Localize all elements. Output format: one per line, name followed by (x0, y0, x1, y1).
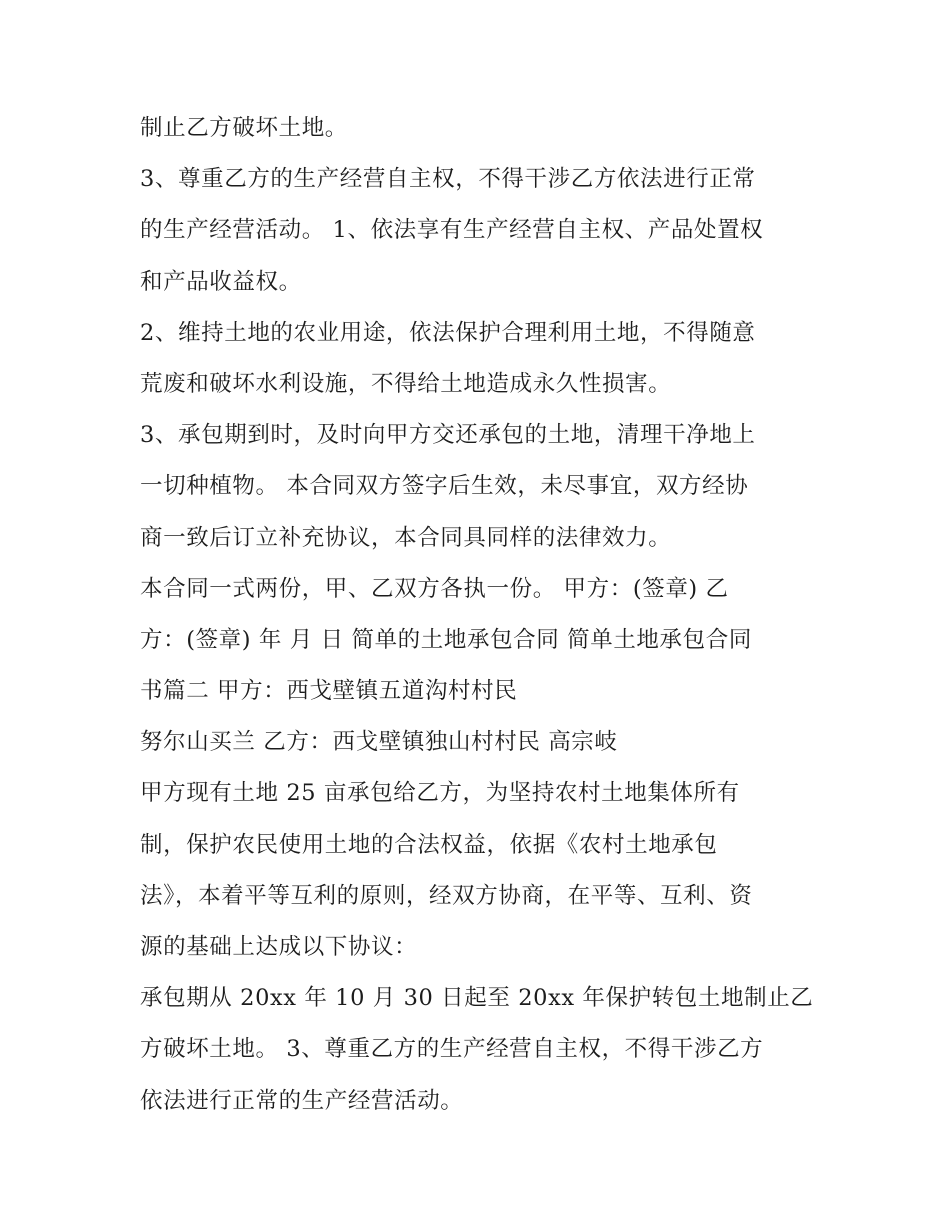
text-line: 方：(签章) 年 月 日 简单的土地承包合同 简单土地承包合同 (140, 626, 752, 653)
text-line: 和产品收益权。 (140, 268, 302, 295)
text-line: 3、尊重乙方的生产经营自主权，不得干涉乙方依法进行正常 (140, 166, 756, 193)
text-line: 书篇二 甲方：西戈壁镇五道沟村村民 (140, 678, 518, 705)
text-line: 努尔山买兰 乙方：西戈壁镇独山村村民 高宗岐 (140, 729, 618, 756)
text-line: 方破坏土地。 3、尊重乙方的生产经营自主权，不得干涉乙方 (140, 1036, 764, 1063)
text-line: 的生产经营活动。 1、依法享有生产经营自主权、产品处置权 (140, 217, 764, 244)
text-line: 依法进行正常的生产经营活动。 (140, 1087, 464, 1114)
text-line: 荒废和破坏水利设施，不得给土地造成永久性损害。 (140, 370, 672, 397)
text-line: 法》，本着平等互利的原则，经双方协商，在平等、互利、资 (140, 882, 753, 909)
document-body (140, 103, 830, 1127)
text-line: 一切种植物。 本合同双方签字后生效，未尽事宜，双方经协 (140, 473, 749, 500)
text-line: 3、承包期到时，及时向甲方交还承包的土地，清理干净地上 (140, 422, 756, 449)
text-line: 商一致后订立补充协议，本合同具同样的法律效力。 (140, 524, 672, 551)
text-line: 2、维持土地的农业用途，依法保护合理利用土地，不得随意 (140, 319, 756, 346)
text-line: 本合同一式两份，甲、乙双方各执一份。 甲方：(签章) 乙 (140, 575, 729, 602)
text-line: 承包期从 20xx 年 10 月 30 日起至 20xx 年保护转包土地制止乙 (140, 985, 814, 1012)
text-line: 甲方现有土地 25 亩承包给乙方，为坚持农村土地集体所有 (140, 780, 740, 807)
text-line: 制止乙方破坏土地。 (140, 115, 348, 141)
text-line: 制，保护农民使用土地的合法权益，依据《农村土地承包 (140, 831, 718, 858)
text-line: 源的基础上达成以下协议： (140, 934, 418, 960)
